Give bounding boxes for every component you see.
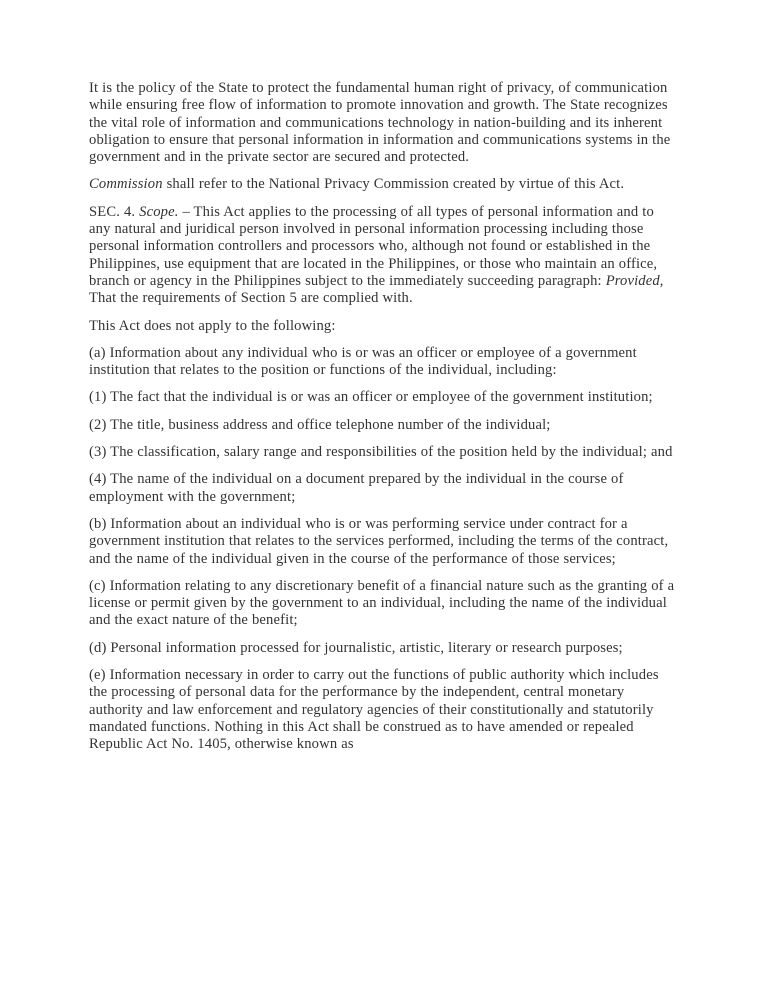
- paragraph-item-a: [89, 345, 677, 380]
- paragraph-item-a-2: [89, 417, 677, 434]
- emphasis-text: Commission: [89, 176, 163, 193]
- body-text: It is the policy of the State to protect the fundamental human right of privacy, of communication while ensuring free flow of information to promote innovation and growth. The State recognizes the vital role of information and communications technology in nation-building and its inherent obligation to ensure that personal information in information and communications systems in the government and in the private sector are secured and protected.: [89, 80, 671, 166]
- body-text: (4) The name of the individual on a document prepared by the individual in the course of employment with the government;: [89, 471, 624, 505]
- paragraph-item-a-4: [89, 471, 677, 506]
- body-text: That the requirements of Section 5 are complied with.: [89, 290, 413, 307]
- body-text: (a) Information about any individual who is or was an officer or employee of a government institution that relates to the position or functions of the individual, including:: [89, 344, 637, 379]
- body-text: (d) Personal information processed for journalistic, artistic, literary or research purposes;: [89, 639, 623, 656]
- body-text: SEC. 4.: [89, 203, 140, 220]
- body-text: (3) The classification, salary range and responsibilities of the position held by the individual; and: [89, 444, 673, 461]
- paragraph-item-b: [89, 516, 677, 568]
- paragraph-policy-statement: [89, 80, 677, 166]
- body-text: (c) Information relating to any discretionary benefit of a financial nature such as the granting of a license or permit given by the government to an individual, including the name of the individual and the exact nature of the benefit;: [89, 577, 675, 629]
- emphasis-text: Provided,: [605, 272, 664, 289]
- body-text: shall refer to the National Privacy Commission created by virtue of this Act.: [162, 176, 625, 193]
- paragraph-commission-definition: [89, 176, 677, 193]
- body-text: – This Act applies to the processing of all types of personal information and to any natural and juridical person involved in personal information processing including those personal information controllers and processors who, although not found or established in the Philippines, use equipment that are located in the Philippines, or those who maintain an office, branch or agency in the Philippines subject to the immediately succeeding paragraph:: [89, 203, 658, 289]
- paragraph-exclusions-intro: [89, 318, 677, 335]
- paragraph-item-d: [89, 640, 677, 657]
- body-text: (1) The fact that the individual is or was an officer or employee of the government institution;: [89, 389, 653, 406]
- emphasis-text: Scope.: [139, 203, 179, 220]
- paragraph-item-e: [89, 667, 677, 753]
- paragraph-sec-4-scope: [89, 204, 677, 308]
- body-text: This Act does not apply to the following:: [89, 317, 336, 334]
- document-text-column: [89, 80, 677, 754]
- paragraph-item-c: [89, 578, 677, 630]
- body-text: (e) Information necessary in order to carry out the functions of public authority which includes the processing of personal data for the performance by the independent, central monetary authority and law enforcement and regulatory agencies of their constitutionally and statutorily mandated functions. Nothing in this Act shall be construed as to have amended or repealed Republic Act No. 1405, otherwise known as: [89, 667, 659, 753]
- body-text: (b) Information about an individual who is or was performing service under contract for a government institution that relates to the services performed, including the terms of the contract, and the name of the individual given in the course of the performance of those services;: [89, 515, 669, 567]
- paragraph-item-a-1: [89, 389, 677, 406]
- paragraph-item-a-3: [89, 444, 677, 461]
- body-text: (2) The title, business address and office telephone number of the individual;: [89, 416, 551, 433]
